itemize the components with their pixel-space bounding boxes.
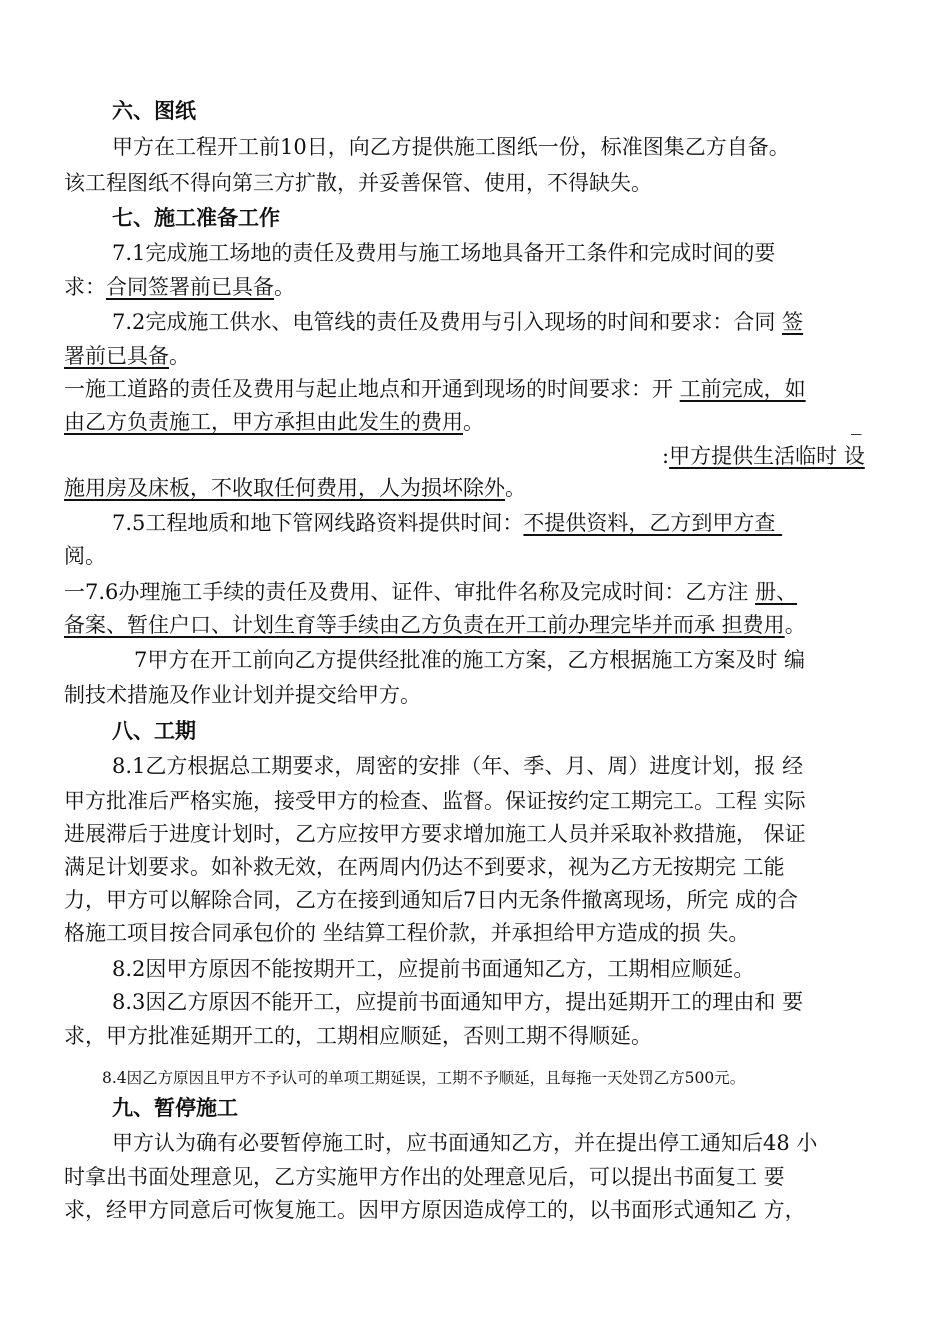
section-heading-6: 六、图纸 [112, 98, 196, 123]
section-heading-7: 七、施工准备工作 [112, 205, 280, 230]
clause-7-3-line: 由乙方负责施工，甲方承担由此发生的费用。 [64, 410, 484, 434]
underlined-fill: 施用房及床板，不收取任何费用，人为损坏除外 [64, 476, 505, 500]
clause-7-7-line: 制技术措施及作业计划并提交给甲方。 [64, 683, 421, 707]
clause-7-4-line: 施用房及床板，不收取任何费用，人为损坏除外。 [64, 476, 526, 500]
clause-7-1-line: 7.1完成施工场地的责任及费用与施工场地具备开工条件和完成时间的要 [112, 241, 776, 265]
clause-8-3-line: 8.3因乙方原因不能开工，应提前书面通知甲方，提出延期开工的理由和 要 [112, 990, 804, 1014]
clause-7-3-line: 一施工道路的责任及费用与起止地点和开通到现场的时间要求：开 工前完成，如 [64, 377, 806, 401]
paragraph-line: 时拿出书面处理意见，乙方实施甲方作出的处理意见后，可以提出书面复工 要 [64, 1165, 785, 1189]
clause-8-1-line: 力，甲方可以解除合同，乙方在接到通知后7日内无条件撤离现场，所完 成的合 [64, 888, 799, 912]
paragraph-line: 求，经甲方同意后可恢复施工。因甲方原因造成停工的，以书面形式通知乙 方， [64, 1198, 806, 1222]
clause-7-2-line: 7.2完成施工供水、电管线的责任及费用与引入现场的时间和要求：合同 签 [112, 310, 804, 334]
clause-7-7-line: 7甲方在开工前向乙方提供经批准的施工方案，乙方根据施工方案及时 编 [134, 648, 806, 672]
underlined-fill: 备案、暂住户口、计划生育等手续由乙方负责在开工前办理完毕并而承 担费用 [64, 613, 785, 637]
clause-8-3-line: 求，甲方批准延期开工的，工期相应顺延，否则工期不得顺延。 [64, 1024, 652, 1048]
clause-7-1-line: 求：合同签署前已具备。 [64, 275, 295, 299]
clause-8-4-line: 8.4因乙方原因且甲方不予认可的单项工期延误，工期不予顺延，且每拖一天处罚乙方500元。 [102, 1069, 746, 1087]
section-heading-8: 八、工期 [112, 718, 196, 743]
clause-7-2-line: 署前已具备。 [64, 344, 190, 368]
paragraph-line: 甲方在工程开工前10日，向乙方提供施工图纸一份，标准图集乙方自备。 [112, 135, 790, 159]
underlined-fill: 由乙方负责施工，甲方承担由此发生的费用 [64, 410, 463, 434]
clause-8-2-line: 8.2因甲方原因不能按期开工，应提前书面通知乙方，工期相应顺延。 [112, 957, 755, 981]
paragraph-line: 甲方认为确有必要暂停施工时，应书面通知乙方，并在提出停工通知后48 小 [112, 1131, 818, 1155]
underlined-fill: 甲方提供生活临时 设 [669, 444, 865, 468]
clause-7-5-line: 阅。 [64, 544, 106, 568]
underlined-fill: 工前完成，如 [679, 377, 806, 401]
clause-8-1-line: 8.1乙方根据总工期要求，周密的安排（年、季、月、周）进度计划，报 经 [112, 754, 804, 778]
dash-mark: _ [851, 411, 862, 435]
underlined-fill: 不提供资料，乙方到甲方查 [523, 511, 783, 535]
clause-7-4-line: :甲方提供生活临时 设 [662, 444, 865, 468]
underlined-fill: 署前已具备 [64, 344, 169, 368]
paragraph-line: 该工程图纸不得向第三方扩散，并妥善保管、使用，不得缺失。 [64, 171, 652, 195]
section-heading-9: 九、暂停施工 [112, 1095, 238, 1120]
clause-8-1-line: 格施工项目按合同承包价的 坐结算工程价款，并承担给甲方造成的损 失。 [64, 921, 750, 945]
clause-8-1-line: 进展滞后于进度计划时，乙方应按甲方要求增加施工人员并采取补救措施， 保证 [64, 822, 806, 846]
underlined-fill: 签 [782, 310, 804, 334]
clause-7-6-line: 一7.6办理施工手续的责任及费用、证件、审批件名称及完成时间：乙方注 册、 [64, 580, 798, 604]
clause-7-6-line: 备案、暂住户口、计划生育等手续由乙方负责在开工前办理完毕并而承 担费用。 [64, 613, 806, 637]
clause-8-1-line: 甲方批准后严格实施，接受甲方的检查、监督。保证按约定工期完工。工程 实际 [64, 789, 806, 813]
clause-7-5-line: 7.5工程地质和地下管网线路资料提供时间：不提供资料，乙方到甲方查 [112, 511, 783, 535]
underlined-fill: 合同签署前已具备 [106, 275, 274, 299]
clause-8-1-line: 满足计划要求。如补救无效，在两周内仍达不到要求，视为乙方无按期完 工能 [64, 855, 785, 879]
underlined-fill: 册、 [755, 580, 798, 604]
